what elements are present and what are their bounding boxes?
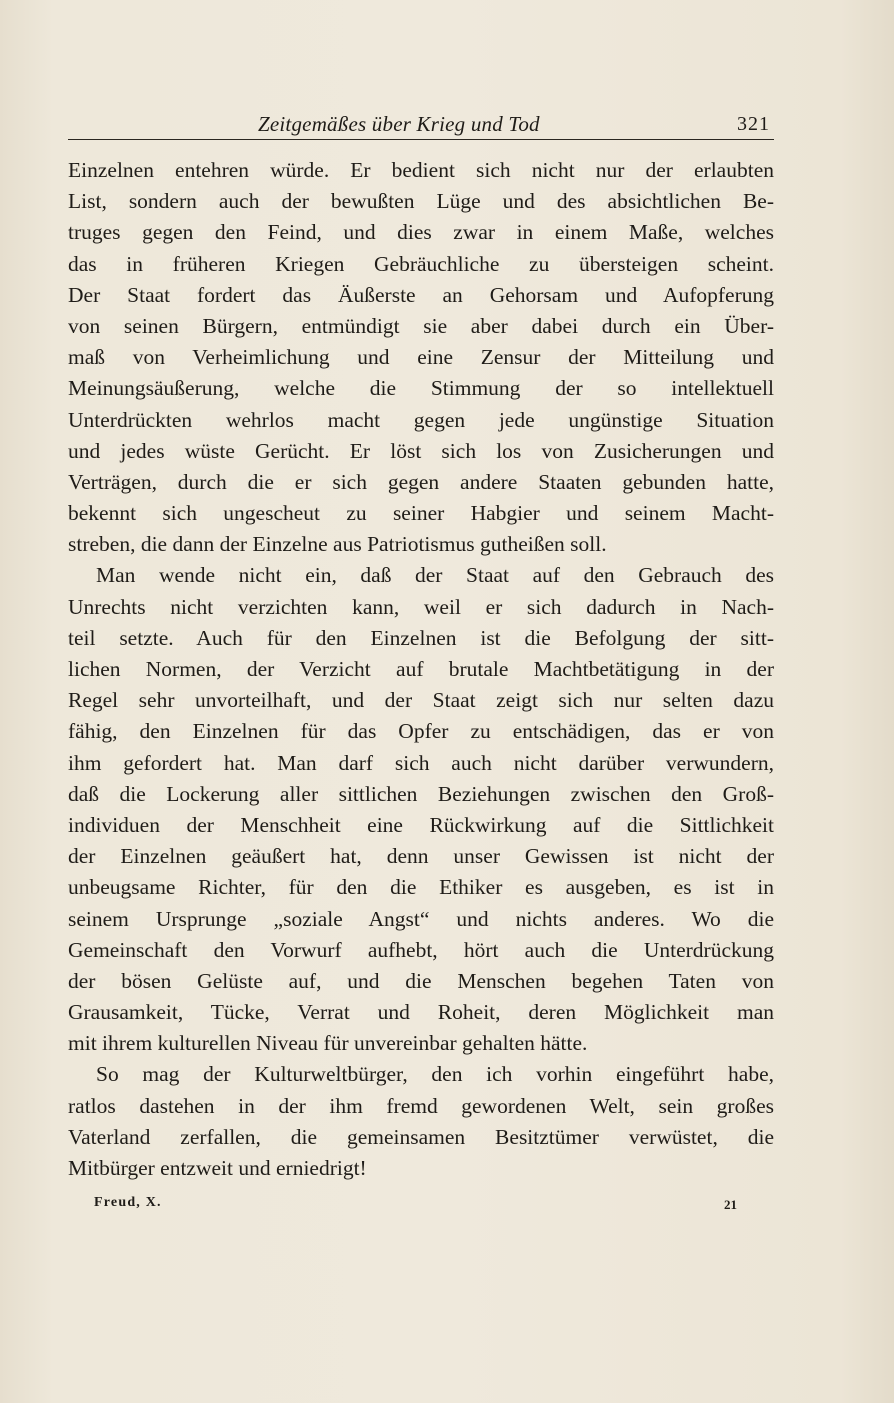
running-title: Zeitgemäßes über Krieg und Tod <box>258 112 540 136</box>
header-rule <box>68 139 774 140</box>
text-line: Grausamkeit, Tücke, Verrat und Roheit, deren Möglichkeit man <box>68 1000 774 1025</box>
text-line: ihm gefordert hat. Man darf sich auch nicht darüber verwundern, <box>68 750 774 775</box>
text-line: Unterdrückten wehrlos macht gegen jede ungünstige Situation <box>68 407 774 432</box>
text-line: das in früheren Kriegen Gebräuchliche zu übersteigen scheint. <box>68 251 774 276</box>
text-line: List, sondern auch der bewußten Lüge und des absichtlichen Be- <box>68 189 774 214</box>
text-line: Verträgen, durch die er sich gegen andere Staaten gebunden hatte, <box>68 469 774 494</box>
signature-mark: Freud, X. <box>94 1195 162 1210</box>
text-line: und jedes wüste Gerücht. Er löst sich los von Zusicherungen und <box>68 438 774 463</box>
text-line: Unrechts nicht verzichten kann, weil er sich dadurch in Nach- <box>68 594 774 619</box>
text-line: Meinungsäußerung, welche die Stimmung der so intellektuell <box>68 376 774 401</box>
text-line: So mag der Kulturweltbürger, den ich vorhin eingeführt habe, <box>96 1062 774 1087</box>
text-line: Regel sehr unvorteilhaft, und der Staat zeigt sich nur selten dazu <box>68 688 774 713</box>
text-line: Mitbürger entzweit und erniedrigt! <box>68 1156 367 1180</box>
text-line: Einzelnen entehren würde. Er bedient sich nicht nur der erlaubten <box>68 158 774 182</box>
text-line: Der Staat fordert das Äußerste an Gehorsam und Aufopferung <box>68 282 774 307</box>
text-line: streben, die dann der Einzelne aus Patriotismus gutheißen soll. <box>68 532 607 557</box>
text-line: der Einzelnen geäußert hat, denn unser Gewissen ist nicht der <box>68 844 774 869</box>
text-line: individuen der Menschheit eine Rückwirkung auf die Sittlichkeit <box>68 812 774 837</box>
text-line: Man wende nicht ein, daß der Staat auf den Gebrauch des <box>96 563 774 588</box>
text-line: Gemeinschaft den Vorwurf aufhebt, hört auch die Unterdrückung <box>68 937 774 962</box>
text-line: seinem Ursprunge „soziale Angst“ und nichts anderes. Wo die <box>68 906 774 931</box>
text-line: teil setzte. Auch für den Einzelnen ist die Befolgung der sitt- <box>68 625 774 650</box>
running-header <box>68 110 774 140</box>
text-line: von seinen Bürgern, entmündigt sie aber dabei durch ein Über- <box>68 313 774 338</box>
text-line: maß von Verheimlichung und eine Zensur der Mitteilung und <box>68 345 774 370</box>
text-line: daß die Lockerung aller sittlichen Beziehungen zwischen den Groß- <box>68 781 774 806</box>
text-line: bekennt sich ungescheut zu seiner Habgier und seinem Macht- <box>68 501 774 526</box>
page-number: 321 <box>737 113 770 135</box>
text-line: unbeugsame Richter, für den die Ethiker es ausgeben, es ist in <box>68 875 774 900</box>
text-line: der bösen Gelüste auf, und die Menschen begehen Taten von <box>68 968 774 993</box>
text-line: lichen Normen, der Verzicht auf brutale Machtbetätigung in der <box>68 657 774 681</box>
text-line: Vaterland zerfallen, die gemeinsamen Besitztümer verwüstet, die <box>68 1124 774 1149</box>
body-text <box>68 155 774 1184</box>
text-line: fähig, den Einzelnen für das Opfer zu entschädigen, das er von <box>68 719 774 744</box>
text-line: mit ihrem kulturellen Niveau für unvereinbar gehalten hätte. <box>68 1031 588 1056</box>
text-line: ratlos dastehen in der ihm fremd gewordenen Welt, sein großes <box>68 1093 774 1118</box>
sheet-number: 21 <box>724 1197 737 1212</box>
text-line: truges gegen den Feind, und dies zwar in einem Maße, welches <box>68 220 774 245</box>
